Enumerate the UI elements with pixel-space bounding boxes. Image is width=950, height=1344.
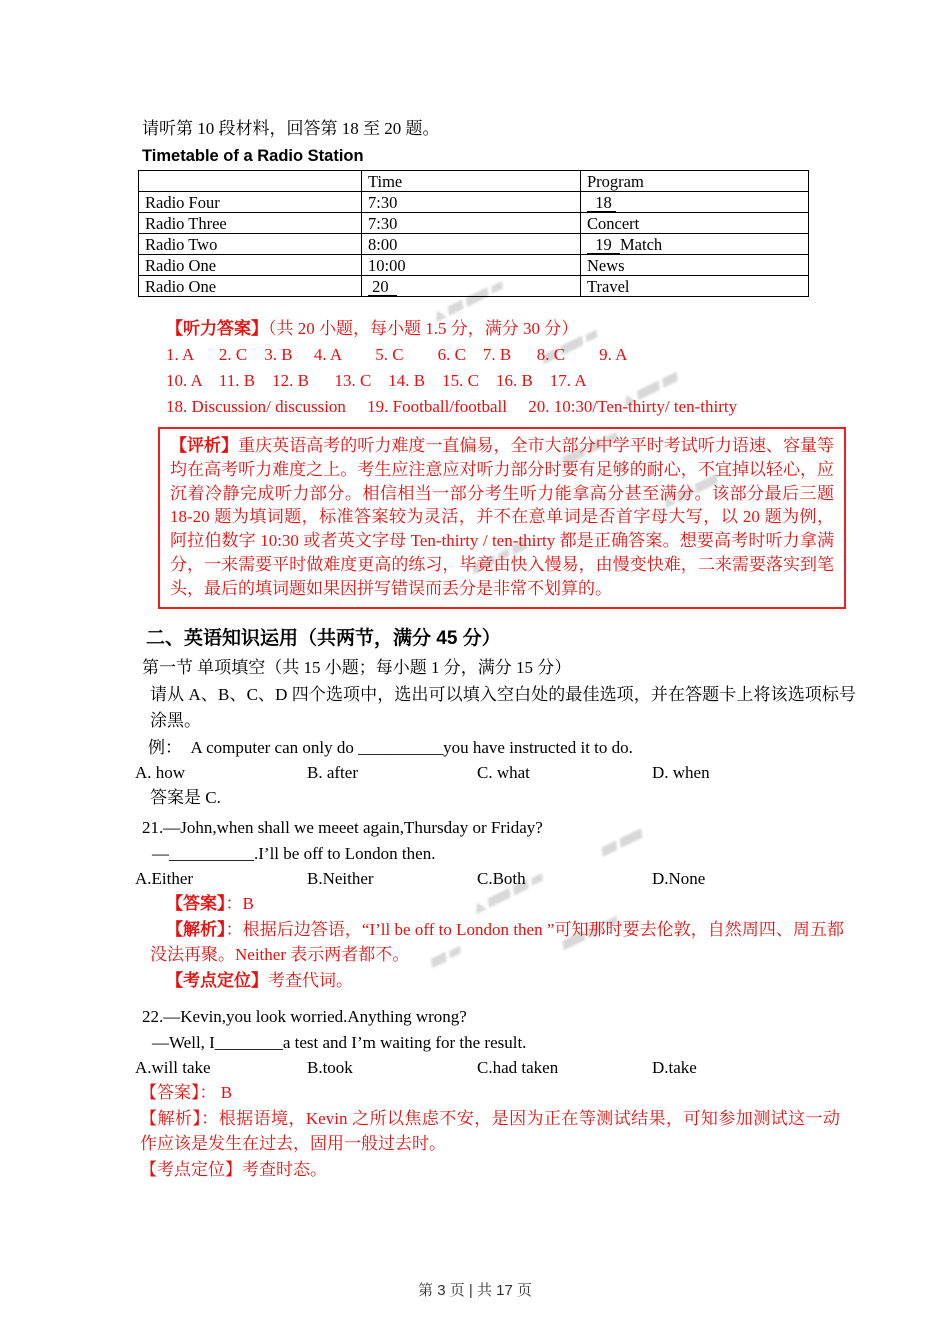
program-text: Match — [620, 234, 663, 254]
station-cell: Radio One — [139, 276, 362, 297]
question-21-analysis — [150, 917, 844, 967]
question-21-exam-point — [166, 968, 950, 993]
table-row — [139, 213, 809, 234]
answer-label: 【答案】 — [166, 893, 226, 913]
table-row — [139, 234, 809, 255]
option-a: A. how — [135, 762, 186, 782]
question-22-exam-point — [140, 1157, 950, 1182]
col-header-time: Time — [362, 171, 581, 192]
commentary-label: 【评析】 — [170, 436, 239, 455]
time-cell: 7:30 — [362, 213, 581, 234]
question-22-options — [135, 1056, 950, 1080]
option-d: D.None — [652, 868, 706, 888]
option-b: B. after — [307, 762, 358, 782]
time-cell: 8:00 — [362, 234, 581, 255]
option-d: D.take — [652, 1057, 697, 1077]
answer-key-label: 【听力答案】 — [166, 319, 268, 338]
time-cell — [362, 276, 581, 297]
option-c: C.had taken — [477, 1057, 559, 1077]
table-header-row — [139, 171, 809, 192]
station-cell: Radio One — [139, 255, 362, 276]
station-cell: Radio Two — [139, 234, 362, 255]
analysis-label: 【解析】 — [140, 1108, 202, 1128]
table-title: Timetable of a Radio Station — [142, 147, 364, 165]
program-cell: Travel — [581, 276, 809, 297]
commentary-text: 重庆英语高考的听力难度一直偏易，全市大部分中学平时考试听力语速、容量等均在高考听力难度之上。考生应注意应对听力部分时要有足够的耐心，不宜掉以轻心，应沉着冷静完成听力部分。相信相当一部分考生听力能拿高分甚至满分。该部分最后三题 18-20 题为填词题，标准答案较为灵活，并不在意单词是否首字母大写，以 20 题为例，阿拉伯数字 10:30 或者英文字母 Ten-thirty / ten-thirty 都是正确答案。想要高考时听力拿满分，一来需要平时做难度更高的练习，毕竟由快入慢易，由慢变快难，二来需要落实到笔头，最后的填词题如果因拼写错误而丢分是非常不划算的。 — [170, 436, 835, 598]
page-footer: 第 3 页 | 共 17 页 — [418, 1282, 532, 1299]
listening-answer-key — [166, 316, 950, 420]
part-one-instructions: 请从 A、B、C、D 四个选项中，选出可以填入空白处的最佳选项，并在答题卡上将该选项标号涂黑。 — [150, 684, 856, 730]
option-b: B.took — [307, 1057, 353, 1077]
option-b: B.Neither — [307, 868, 374, 888]
answer-value: ：B — [225, 893, 254, 913]
part-one-heading: 第一节 单项填空（共 15 小题；每小题 1 分，满分 15 分） — [142, 657, 572, 677]
exam-point-text: 考查代词。 — [268, 970, 353, 990]
program-cell: Concert — [581, 213, 809, 234]
analysis-text: ：根据语境，Kevin 之所以焦虑不安，是因为正在等测试结果，可知参加测试这一动作应该是发生在过去，固用一般过去时。 — [140, 1108, 841, 1153]
blank-20: 20 — [368, 276, 397, 296]
program-cell — [581, 234, 809, 255]
answer-row-3: 18. Discussion/ discussion 19. Football/football 20. 10:30/Ten-thirty/ ten-thirty — [166, 397, 738, 416]
program-cell: News — [581, 255, 809, 276]
table-row — [139, 276, 809, 297]
option-c: C. what — [477, 762, 530, 782]
question-21-line1: 21.—John,when shall we meeet again,Thursday or Friday? — [142, 817, 543, 837]
question-22-line1: 22.—Kevin,you look worried.Anything wrong? — [142, 1006, 467, 1026]
answer-key-heading — [166, 316, 950, 342]
question-21-options — [135, 867, 950, 891]
answer-value: ： B — [199, 1082, 233, 1102]
time-cell: 7:30 — [362, 192, 581, 213]
station-cell: Radio Three — [139, 213, 362, 234]
col-header-program: Program — [581, 171, 809, 192]
answer-row-2: 10. A 11. B 12. B 13. C 14. B 15. C 16. B 17. A — [166, 371, 587, 390]
question-22-line2: —Well, I________a test and I’m waiting for the result. — [152, 1032, 527, 1052]
table-row — [139, 255, 809, 276]
analysis-label: 【解析】 — [166, 919, 226, 939]
time-cell: 10:00 — [362, 255, 581, 276]
question-22-answer — [140, 1081, 950, 1105]
question-21-line2: —__________.I’ll be off to London then. — [152, 843, 436, 863]
option-a: A.will take — [135, 1057, 211, 1077]
option-c: C.Both — [477, 868, 526, 888]
exam-point-text: 考查时态。 — [242, 1159, 327, 1179]
program-cell — [581, 192, 809, 213]
commentary-box — [158, 427, 846, 609]
blank-19: 19 — [587, 234, 620, 254]
answer-row-1: 1. A 2. C 3. B 4. A 5. C 6. C 7. B 8. C 9. A — [166, 345, 628, 364]
answer-key-score-note: （共 20 小题，每小题 1.5 分，满分 30 分） — [268, 319, 579, 338]
option-d: D. when — [652, 762, 710, 782]
exam-point-label: 【考点定位】 — [166, 970, 268, 990]
example-answer-note: 答案是 C. — [150, 787, 221, 807]
station-cell: Radio Four — [139, 192, 362, 213]
section-two-heading: 二、英语知识运用（共两节，满分 45 分） — [146, 627, 501, 649]
question-21-answer — [166, 892, 950, 916]
radio-timetable — [138, 170, 809, 297]
table-row — [139, 192, 809, 213]
col-header-station — [139, 171, 362, 192]
blank-18: 18 — [587, 192, 616, 212]
option-a: A.Either — [135, 868, 194, 888]
question-22-analysis — [140, 1106, 840, 1156]
example-sentence: 例： A computer can only do __________you have instructed it to do. — [148, 737, 633, 757]
exam-point-label: 【考点定位】 — [140, 1159, 242, 1179]
example-options — [135, 761, 950, 785]
answer-label: 【答案】 — [140, 1082, 200, 1102]
listening-instruction: 请听第 10 段材料，回答第 18 至 20 题。 — [142, 119, 440, 138]
analysis-text: ：根据后边答语，“I’ll be off to London then ”可知那时要去伦敦，自然周四、周五都没法再聚。Neither 表示两者都不。 — [150, 919, 845, 964]
